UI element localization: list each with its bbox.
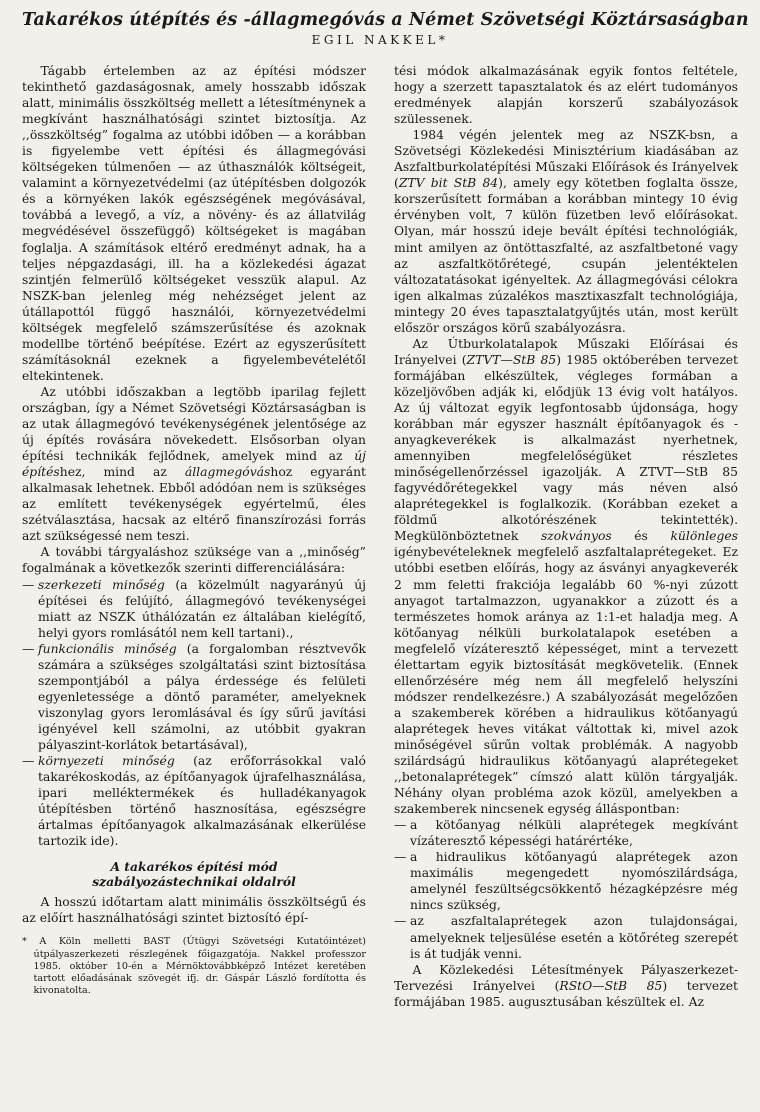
list-item: — a kötőanyag nélküli alaprétegek megkívánt vízáteresztő képességi határértéke, (394, 818, 738, 849)
paragraph: A hosszú időtartam alatt minimális összköltségű és az előírt használhatósági szintet biztosító épí- (22, 895, 366, 926)
left-column (22, 63, 366, 1010)
paragraph: Az utóbbi időszakban a legtöbb iparilag fejlett országban, így a Német Szövetségi Köztársaságban is az utak állagmegóvó tevékenységének jelentősége az új építés rovására növekedett. Elsősorban olyan építési technikák fejlődnek, amelyek mind az új építéshez, mind az állagmegóváshoz egyaránt alkalmasak lehetnek. Ebből adódóan nem is szükséges az említett tevékenységek egyértelmű, éles szétválasztása, hacsak az eltérő finanszírozási forrás azt szükségessé nem teszi. (22, 384, 366, 544)
paragraph: A további tárgyaláshoz szüksége van a ,,minőség” fogalmának a következők szerinti differenciálására: (22, 545, 366, 576)
list-item: — a hidraulikus kötőanyagú alaprétegek azon maximális megengedett nyomószilárdsága, amelynél feszültségcsökkentő hézagképzésre még nincs szükség, (394, 850, 738, 913)
paragraph: Az Útburkolatalapok Műszaki Előírásai és Irányelvei (ZTVT—StB 85) 1985 októberében tervezet formájában elkészültek, végleges formában a közeljövőben adják ki, elődjük 13 évig volt hatályos. Az új változat egyik legfontosabb újdonsága, hogy korábban már egyszer használt építőanyagok és -anyagkeverékek is alkalmazást nyerhetnek, amennyiben megfelelőségüket részletes minőségellenőrzéssel igazolják. A ZTVT—StB 85 fagyvédőrétegekkel vagy más néven alsó alaprétegekkel is foglalkozik. (Korábban ezeket a földmű alkotórészének tekintették). Megkülönböztetnek szokványos és különleges igénybevételeknek megfelelő aszfaltalaprétegeket. Ez utóbbi esetben előírás, hogy az ásványi anyagkeverék 2 mm feletti frakciója legalább 60 %-nyi zúzott anyagot tartalmazzon, ugyanakkor a zúzott és a természetes homok aránya az 1:1-et haladja meg. A kötőanyag nélküli burkolatalapok esetében a megfelelő vízáteresztő képességet, mint a tervezett élettartam egyik biztosítását megkövetelik. (Ennek ellenőrzésére még nem áll megfelelő helyszíni módszer rendelkezésre.) A szabályozását megelőzően a szakemberek körében a hidraulikus kötőanyagú alaprétegek heves vitákat váltottak ki, mivel azok minőségével sűrűn voltak problémák. A nagyobb szilárdságú hidraulikus kötőanyagú alaprétegeket ,,betonalaprétegek” címszó alatt külön tárgyalják. Néhány olyan probléma azok közül, amelyekben a szakemberek nincsenek egység álláspontban: (394, 336, 739, 817)
article-title: Takarékos útépítés és -állagmegóvás a Német Szövetségi Köztársaságban (22, 10, 749, 30)
paragraph: Tágabb értelemben az az építési módszer tekinthető gazdaságosnak, amely hosszabb időszak alatt, minimális összköltség mellett a létesítménynek a megkívánt használhatósági szintet biztosítja. Az ,,összköltség” fogalma az utóbbi időben — a korábban is figyelembe vett építési és állagmegóvási költségeken túlmenően — az úthasználók költségeit, valamint a környezetvédelmi (az útépítésben dolgozók és a környéken lakók egészségének megóvásával, továbbá a levegő, a víz, a növény- és az állatvilág megvédésével összefüggő) költségeket is magában foglalja. A számítások eltérő eredményt adnak, ha a teljes népgazdasági, ill. ha a közlekedési ágazat szintjén felmerülő költségeket vesszük alapul. Az NSZK-ban jelenleg még nehézséget jelent az útállapottól függő használói, környezetvédelmi költségek megfelelő számszerűsítése és azoknak modellbe történő beépítése. Ezért az egyszerűsített számításoknál ezeknek a figyelembevételétől eltekintenek. (22, 64, 366, 383)
list-item: — az aszfaltalaprétegek azon tulajdonságai, amelyeknek teljesülése esetén a kötőréteg szerepét is át tudják venni. (394, 914, 738, 961)
paragraph: A Közlekedési Létesítmények Pályaszerkezet-Tervezési Irányelvei (RStO—StB 85) tervezet formájában 1985. augusztusában készültek el. Az (394, 962, 738, 1009)
list-item: — környezeti minőség (az erőforrásokkal való takarékoskodás, az építőanyagok újrafelhasználása, ipari melléktermékek és hulladékanyagok útépítésben történő hasznosítása, egészségre ártalmas építőanyagok alkalmazásának elkerülése tartozik ide). (22, 754, 366, 849)
list-item: — szerkezeti minőség (a közelmúlt nagyarányú új építései és felújító, állagmegóvó tevékenységei miatt az NSZK úthálózatán ez általában kielégítő, helyi gyors romlásától nem kell tartani)., (22, 577, 366, 640)
author-line: EGIL NAKKEL* (311, 33, 449, 47)
two-column-body (22, 63, 738, 1010)
right-column (394, 63, 738, 1010)
section-heading: A takarékos építési mód szabályozástechnikai oldalról (92, 859, 296, 890)
paragraph: 1984 végén jelentek meg az NSZK-bsn, a Szövetségi Közlekedési Minisztérium kiadásában az Aszfaltburkolatépítési Műszaki Előírások és Irányelvek (ZTV bit StB 84), amely egy kötetben foglalta össze, korszerűsített formában a korábban mintegy 10 évig érvényben volt, 7 külön füzetben levő előírásokat. Olyan, már hosszú ideje bevált építési technológiák, mint amilyen az öntöttaszfalté, az aszfaltbetoné vagy az aszfaltkötőrétegé, csupán jelentéktelen változatatásokat igényeltek. Az állagmegóvási célokra igen alkalmas zúzalékos masztixaszfalt technológiája, mintegy 20 éves tapasztalatgyűjtés után, most került először országos körű szabályozásra. (394, 128, 739, 335)
paragraph: tési módok alkalmazásának egyik fontos feltétele, hogy a szerzett tapasztalatok és az elért tudományos eredmények alapján korszerű szabályozások szülessenek. (394, 64, 738, 127)
list-item: — funkcionális minőség (a forgalomban résztvevők számára a szükséges szolgáltatási szint biztosítása szempontjából a pálya érdessége és felületi egyenletessége a döntő paraméter, amelyeknek viszonylag gyors leromlásával és így sűrű javítási igényével kell számolni, az utóbbit gyakran pályaszint-korlátok betartásával), (22, 641, 367, 752)
footnote: * A Köln melletti BAST (Útügyi Szövetségi Kutatóintézet) útpályaszerkezeti részlegének főigazgatója. Nakkel professzor 1985. október 10-én a Mérnöktovábbképző Intézet keretében tartott előadásának szövegét ifj. dr. Gáspár László fordította és kivonatolta. (22, 936, 366, 997)
